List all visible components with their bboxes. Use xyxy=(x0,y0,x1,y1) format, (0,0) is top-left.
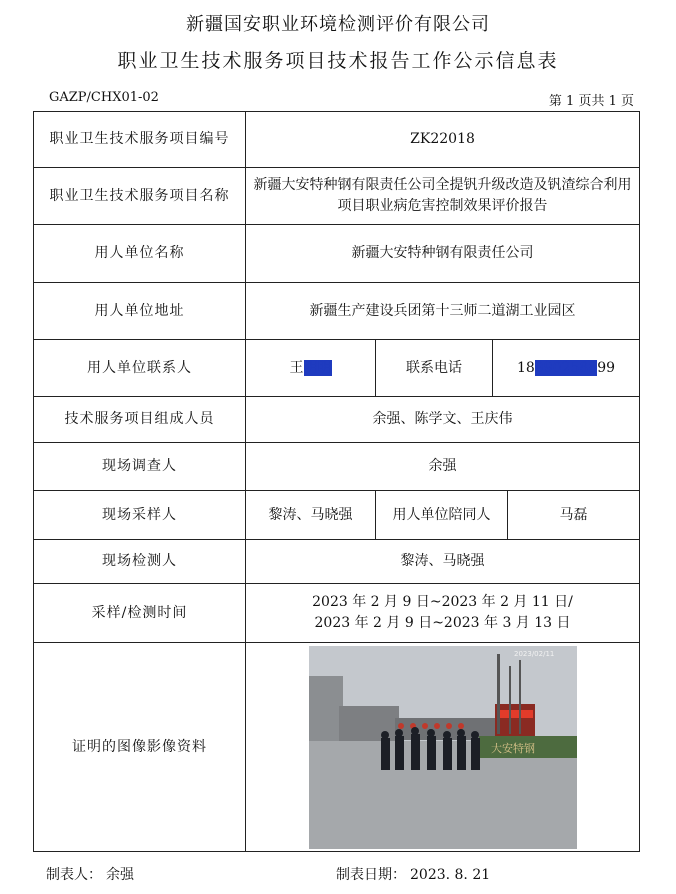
tester-label: 现场检测人 xyxy=(34,540,246,584)
site-photo xyxy=(309,646,577,849)
info-table xyxy=(33,111,640,852)
page-info: 第 1 页共 1 页 xyxy=(548,94,634,109)
preparer-label: 制表人： xyxy=(46,867,102,883)
row-project-no xyxy=(34,112,640,168)
site-photo-drawing xyxy=(309,646,577,849)
phone-redaction: 9902588 xyxy=(534,359,598,376)
employer-name-value: 新疆大安特种钢有限责任公司 xyxy=(246,225,640,283)
sign-wall-text: 大安特钢 xyxy=(490,741,535,755)
row-employer-name xyxy=(34,225,640,283)
photo-label: 证明的图像影像资料 xyxy=(34,643,246,852)
photo-cell xyxy=(246,643,640,852)
building-left xyxy=(309,676,343,746)
row-contact xyxy=(34,340,640,397)
phone-suffix: 99 xyxy=(597,359,616,376)
preparer xyxy=(42,864,134,884)
time-line-2: 2023 年 2 月 9 日~2023 年 3 月 13 日 xyxy=(314,615,571,631)
project-name-value: 新疆大安特种钢有限责任公司全提钒升级改造及钒渣综合利用项目职业病危害控制效果评价报告 xyxy=(246,168,640,225)
time-label: 采样/检测时间 xyxy=(34,584,246,643)
phone-label: 联系电话 xyxy=(376,340,493,397)
phone-value xyxy=(493,340,640,397)
sampler-value: 黎涛、马晓强 xyxy=(246,491,376,540)
contact-name-redaction: 明明 xyxy=(303,359,332,376)
preparer-name: 余强 xyxy=(106,867,134,883)
row-photo xyxy=(34,643,640,852)
investigator-label: 现场调查人 xyxy=(34,443,246,491)
row-employer-address xyxy=(34,283,640,340)
date-label: 制表日期： xyxy=(336,867,406,883)
flagpole-3 xyxy=(519,660,521,734)
employer-address-label: 用人单位地址 xyxy=(34,283,246,340)
project-no-value: ZK22018 xyxy=(246,112,640,168)
contact-name-visible: 王 xyxy=(289,359,304,376)
row-team xyxy=(34,397,640,443)
tester-value: 黎涛、马晓强 xyxy=(246,540,640,584)
flagpole-1 xyxy=(497,654,500,734)
sampler-label: 现场采样人 xyxy=(34,491,246,540)
contact-label: 用人单位联系人 xyxy=(34,340,246,397)
contact-name xyxy=(246,340,376,397)
row-investigator xyxy=(34,443,640,491)
team-value: 余强、陈学文、王庆伟 xyxy=(246,397,640,443)
project-no-label: 职业卫生技术服务项目编号 xyxy=(34,112,246,168)
row-time xyxy=(34,584,640,643)
led-sign-text xyxy=(497,710,533,718)
form-title: 职业卫生技术服务项目技术报告工作公示信息表 xyxy=(117,50,559,72)
companion-label: 用人单位陪同人 xyxy=(376,491,508,540)
companion-value: 马磊 xyxy=(508,491,640,540)
phone-prefix: 18 xyxy=(517,359,535,376)
row-project-name xyxy=(34,168,640,225)
flagpole-2 xyxy=(509,666,511,734)
row-tester xyxy=(34,540,640,584)
photo-timestamp: 2023/02/11 xyxy=(513,649,554,658)
employer-name-label: 用人单位名称 xyxy=(34,225,246,283)
led-sign xyxy=(495,704,535,736)
date-value: 2023. 8. 21 xyxy=(410,867,491,883)
doc-code: GAZP/CHX01-02 xyxy=(49,90,159,105)
investigator-value: 余强 xyxy=(246,443,640,491)
team-label: 技术服务项目组成人员 xyxy=(34,397,246,443)
employer-address-value: 新疆生产建设兵团第十三师二道湖工业园区 xyxy=(246,283,640,340)
company-name: 新疆国安职业环境检测评价有限公司 xyxy=(186,14,490,35)
row-sampler xyxy=(34,491,640,540)
time-line-1: 2023 年 2 月 9 日~2023 年 2 月 11 日/ xyxy=(312,594,573,610)
project-name-label: 职业卫生技术服务项目名称 xyxy=(34,168,246,225)
prepared-date xyxy=(332,864,490,884)
time-value xyxy=(246,584,640,643)
